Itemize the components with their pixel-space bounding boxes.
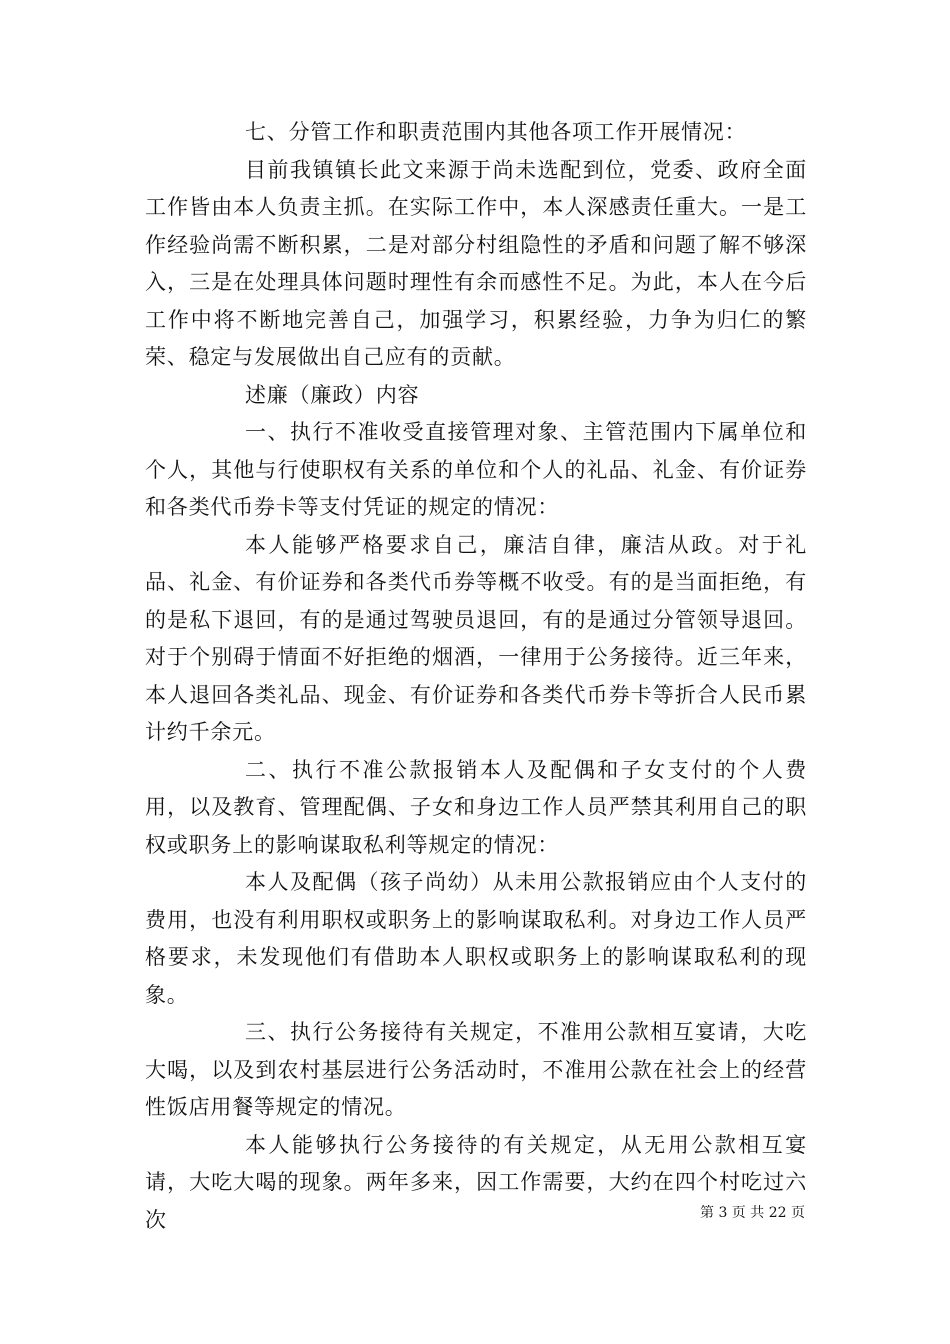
section-heading-3: 三、执行公务接待有关规定，不准用公款相互宴请，大吃大喝，以及到农村基层进行公务活动时，不准用公款在社会上的经营性饭店用餐等规定的情况。 — [145, 1020, 807, 1119]
section-heading-7: 七、分管工作和职责范围内其他各项工作开展情况： — [245, 120, 747, 144]
section-heading-2: 二、执行不准公款报销本人及配偶和子女支付的个人费用，以及教育、管理配偶、子女和身边工作人员严禁其利用自己的职权或职务上的影响谋取私利等规定的情况： — [145, 757, 807, 857]
section-heading-1: 一、执行不准收受直接管理对象、主管范围内下属单位和个人，其他与行使职权有关系的单位和个人的礼品、礼金、有价证券和各类代币券卡等支付凭证的规定的情况： — [145, 420, 807, 519]
paragraph-reception: 本人能够执行公务接待的有关规定，从无用公款相互宴请，大吃大喝的现象。两年多来，因工作需要，大约在四个村吃过六次 — [145, 1132, 807, 1232]
paragraph-town-work: 目前我镇镇长此文来源于尚未选配到位，党委、政府全面工作皆由本人负责主抓。在实际工作中，本人深感责任重大。一是工作经验尚需不断积累，二是对部分村组隐性的矛盾和问题了解不够深入，三是在处理具体问题时理性有余而感性不足。为此，本人在今后工作中将不断地完善自己，加强学习，积累经验，力争为归仁的繁荣、稳定与发展做出自己应有的贡献。 — [145, 157, 807, 369]
section-heading-integrity: 述廉（廉政）内容 — [245, 382, 420, 407]
page-number-footer: 第 3 页 共 22 页 — [700, 1205, 805, 1221]
paragraph-gifts: 本人能够严格要求自己，廉洁自律，廉洁从政。对于礼品、礼金、有价证券和各类代币券等概不收受。有的是当面拒绝，有的是私下退回，有的是通过驾驶员退回，有的是通过分管领导退回。对于个别碍于情面不好拒绝的烟酒，一律用于公务接待。近三年来，本人退回各类礼品、现金、有价证券和各类代币券卡等折合人民币累计约千余元。 — [145, 532, 807, 744]
paragraph-expenses: 本人及配偶（孩子尚幼）从未用公款报销应由个人支付的费用，也没有利用职权或职务上的影响谋取私利。对身边工作人员严格要求，未发现他们有借助本人职权或职务上的影响谋取私利的现象。 — [145, 870, 807, 1007]
document-body — [145, 114, 807, 1239]
